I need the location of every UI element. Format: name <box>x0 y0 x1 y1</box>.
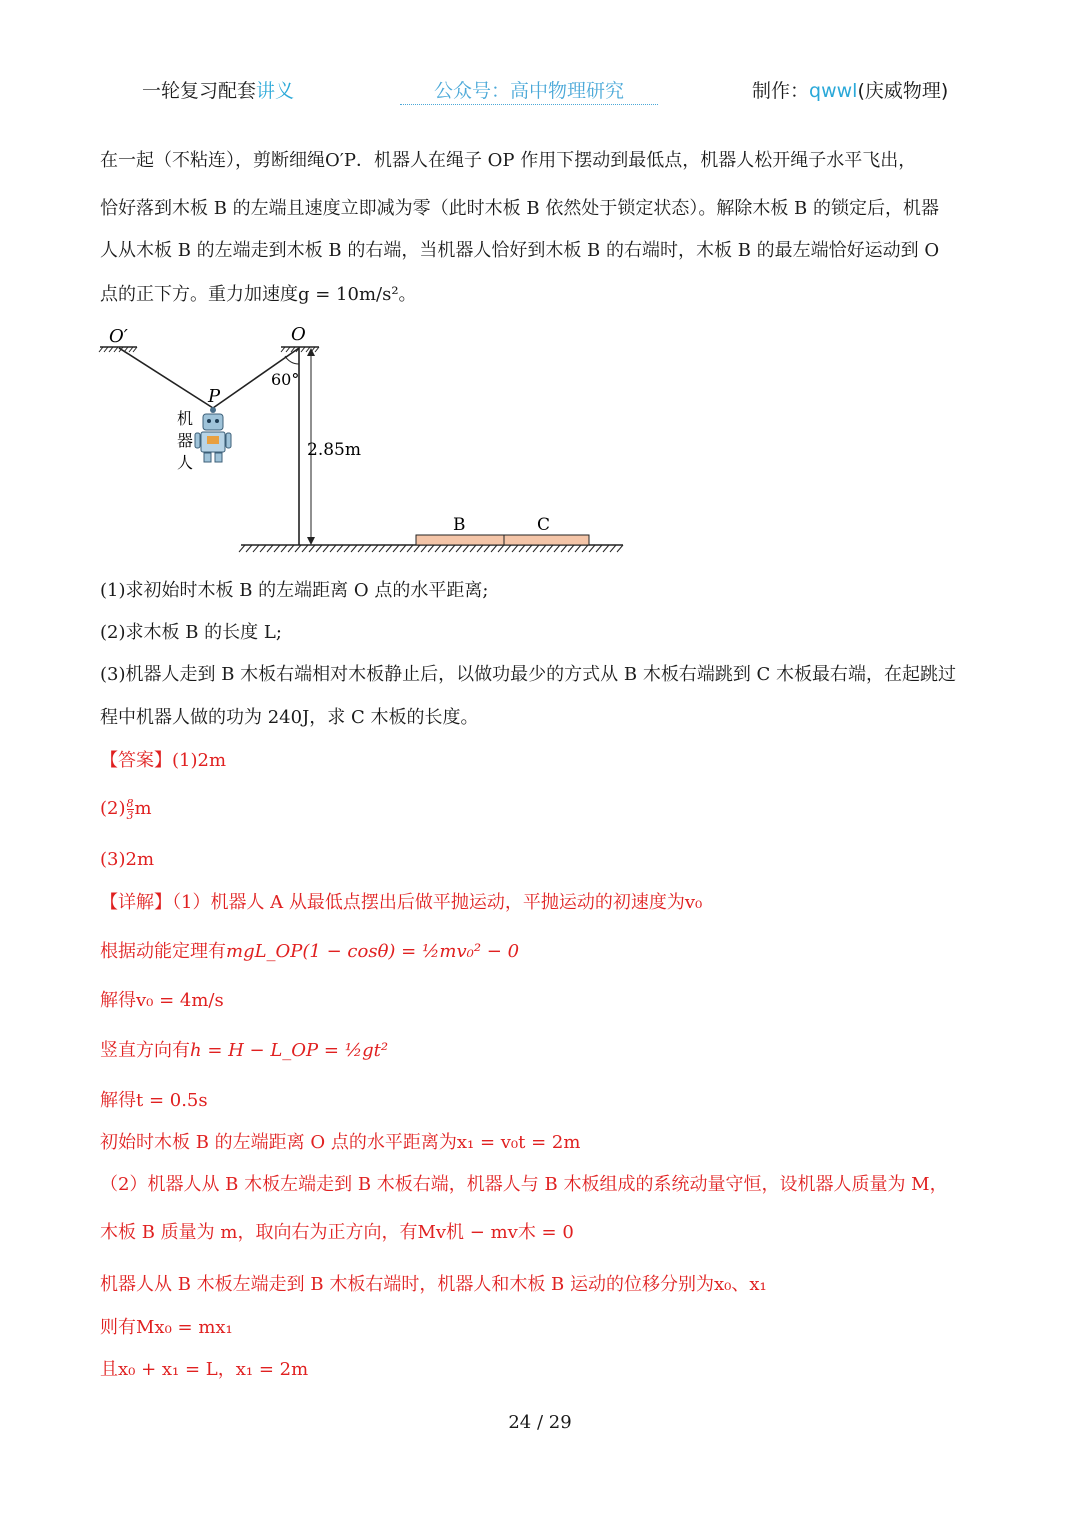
ceiling-o <box>281 347 319 352</box>
page-number: 24 / 29 <box>508 1412 572 1433</box>
label-o: O <box>291 324 306 345</box>
label-p: P <box>208 386 221 407</box>
header-author: 制作：qwwl(庆威物理) <box>752 80 949 102</box>
solution-line-7: （2）机器人从 B 木板左端走到 B 木板右端，机器人与 B 木板组成的系统动量守恒，设机器人质量为 M， <box>100 1174 948 1195</box>
answer-1: 【答案】(1)2m <box>100 750 227 771</box>
ceiling-o-prime <box>99 347 137 352</box>
angle-label: 60° <box>271 370 300 389</box>
label-board-b: B <box>453 515 466 535</box>
height-label: 2.85m <box>307 440 361 460</box>
solution-line-5: 解得t = 0.5s <box>100 1090 208 1111</box>
label-o-prime: O′ <box>109 326 128 347</box>
problem-line-1: 在一起（不粘连），剪断细绳O′P．机器人在绳子 OP 作用下摆动到最低点，机器人松开绳子水平飞出， <box>100 150 917 171</box>
header-left: 一轮复习配套讲义 <box>142 80 295 102</box>
robot-icon <box>195 407 231 462</box>
solution-line-4: 竖直方向有h = H − L_OP = ½gt² <box>100 1040 389 1061</box>
answer-2: (2) $\frac{8}{3}$ m <box>100 796 152 822</box>
solution-line-10: 则有Mx₀ = mx₁ <box>100 1317 233 1338</box>
problem-line-2: 恰好落到木板 B 的左端且速度立即减为零（此时木板 B 依然处于锁定状态）。解除木板 B 的锁定后，机器 <box>100 198 940 219</box>
problem-line-4: 点的正下方。重力加速度g = 10m/s²。 <box>100 284 417 305</box>
robot-label-1: 机 <box>177 409 194 428</box>
problem-line-3: 人从木板 B 的左端走到木板 B 的右端，当机器人恰好到木板 B 的右端时，木板 B 的最左端恰好运动到 O <box>100 240 940 261</box>
question-1: (1)求初始时木板 B 的左端距离 O 点的水平距离; <box>100 580 489 601</box>
solution-line-9: 机器人从 B 木板左端走到 B 木板右端时，机器人和木板 B 运动的位移分别为x₀、x₁ <box>100 1274 767 1295</box>
header-wechat-account[interactable]: 公众号：高中物理研究 <box>400 76 658 105</box>
solution-line-1: 【详解】（1）机器人 A 从最低点摆出后做平抛运动，平抛运动的初速度为v₀ <box>100 892 703 913</box>
question-3-line-2: 程中机器人做的功为 240J，求 C 木板的长度。 <box>100 707 479 728</box>
question-2: (2)求木板 B 的长度 L; <box>100 622 282 643</box>
answer-3: (3)2m <box>100 849 155 870</box>
label-board-c: C <box>537 515 551 535</box>
solution-line-6: 初始时木板 B 的左端距离 O 点的水平距离为x₁ = v₀t = 2m <box>100 1132 581 1153</box>
robot-label-3: 人 <box>177 453 194 472</box>
robot-label-2: 器 <box>177 431 194 450</box>
board-c <box>504 535 589 545</box>
board-b <box>416 535 504 545</box>
solution-line-8: 木板 B 质量为 m，取向右为正方向，有Mv机 − mv木 = 0 <box>100 1222 574 1243</box>
solution-line-2: 根据动能定理有mgL_OP(1 − cosθ) = ½mv₀² − 0 <box>100 941 520 962</box>
ground <box>239 545 623 552</box>
solution-line-3: 解得v₀ = 4m/s <box>100 990 224 1011</box>
rope-o-prime-p <box>119 348 213 408</box>
physics-figure <box>95 322 635 562</box>
question-3-line-1: (3)机器人走到 B 木板右端相对木板静止后，以做功最少的方式从 B 木板右端跳到 C 木板最右端，在起跳过 <box>100 664 957 685</box>
solution-line-11: 且x₀ + x₁ = L，x₁ = 2m <box>100 1359 309 1380</box>
